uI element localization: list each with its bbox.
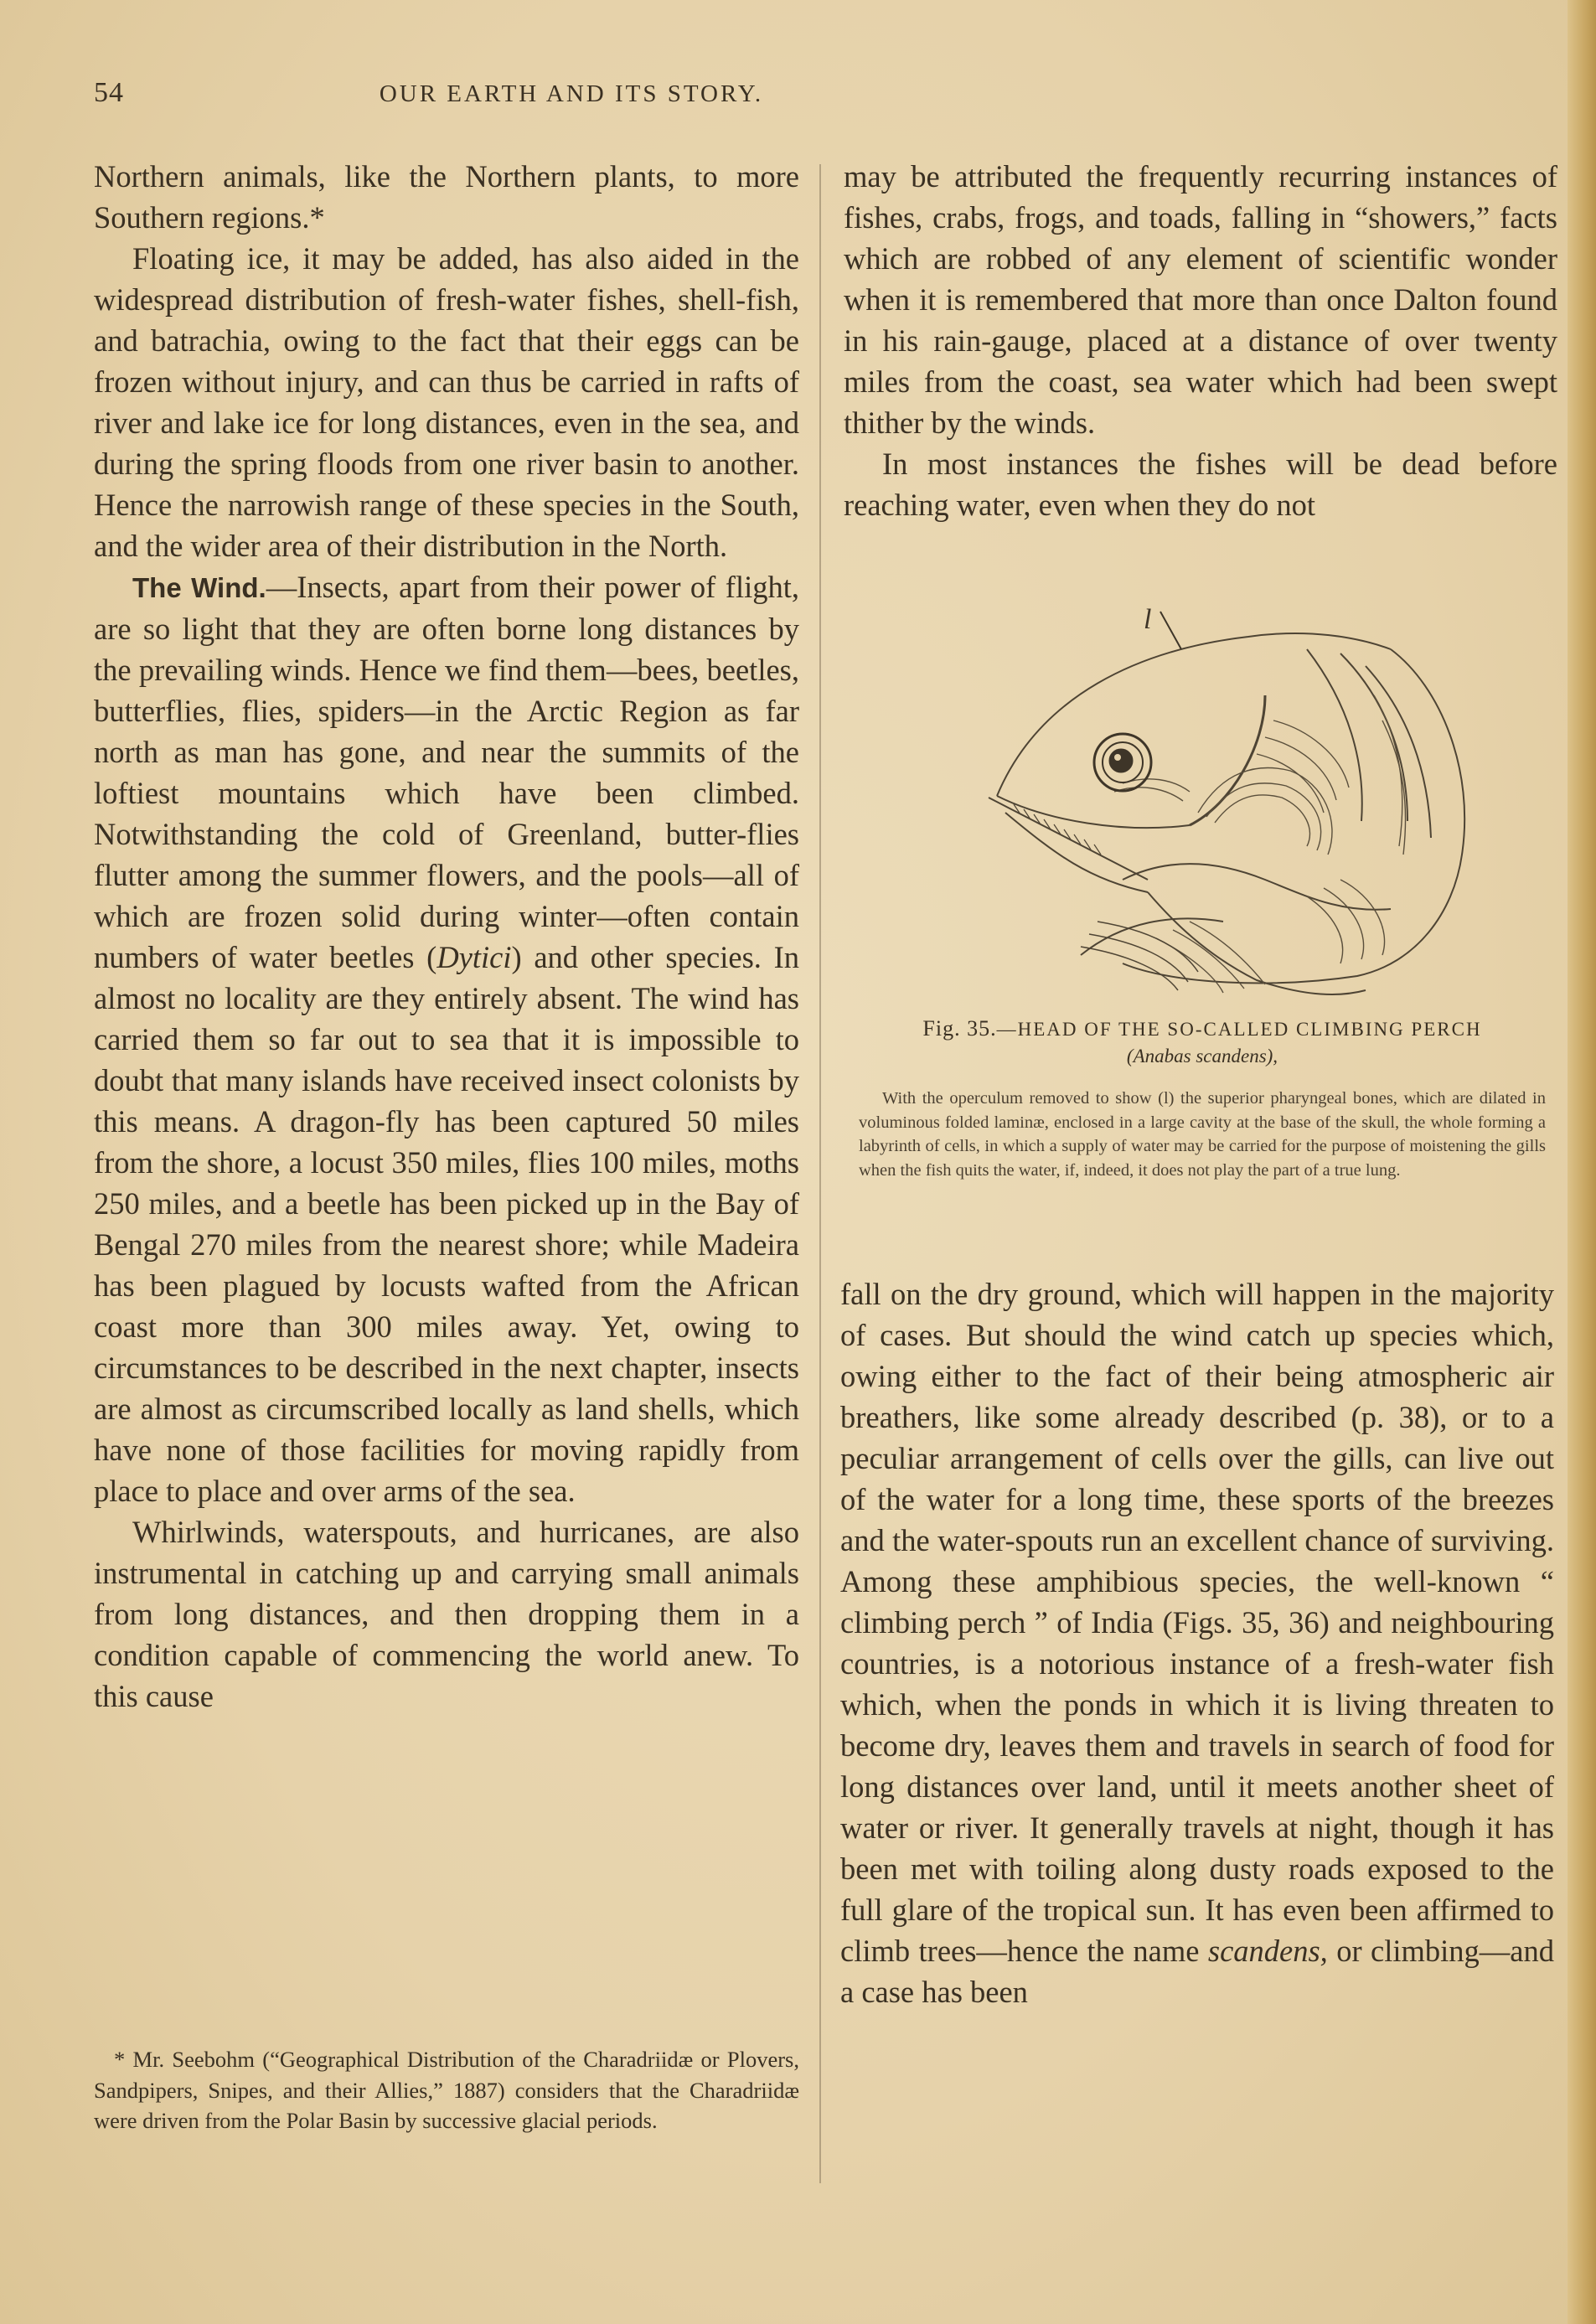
paragraph-text: ) and other species. In almost no locality are they entirely absent. The wind has carried them so far out to sea that it is impossible to doubt that many islands have received insect colonists by this means. A dragon-fly has been captured 50 miles from the shore, a locust 350 miles, flies 100 miles, moths 250 miles, and a beetle has been picked up in the Bay of Bengal 270 miles from the nearest shore; while Madeira has been plagued by locusts wafted from the African coast more than 300 miles away. Yet, owing to circumstances to be described in the next chapter, insects are almost as circumscribed locally as land shells, which have none of those facilities for moving rapidly from place to place and over arms of the sea. bbox=[94, 940, 799, 1508]
figure-title: —HEAD OF THE SO-CALLED CLIMBING PERCH bbox=[996, 1019, 1482, 1040]
figure-description: With the operculum removed to show (l) the superior pharyngeal bones, which are dilated in voluminous folded laminæ, enclosed in a large cavity at the base of the skull, the whole forming a labyrinth of cells, in which a supply of water may be carried for the purpose of moistening the gills when the fish quits the water, if, indeed, it does not play the part of a true lung. bbox=[859, 1089, 1546, 1180]
italic-term: scandens, bbox=[1207, 1934, 1328, 1968]
italic-term: Dytici bbox=[436, 940, 512, 974]
fish-head-illustration bbox=[871, 603, 1533, 1022]
paragraph: Floating ice, it may be added, has also aided in the widespread distribution of fresh-water fishes, shell-fish, and batrachia, owing to the fact that their eggs can be frozen without injury, and can thus be carried in rafts of river and lake ice for long distances, even in the sea, and during the spring floods from one river basin to another. Hence the narrowish range of these species in the South, and the wider area of their distribution in the North. bbox=[94, 241, 799, 563]
paragraph-text: or climbing—and a case has been bbox=[840, 1934, 1554, 2009]
paragraph: In most instances the fishes will be dead before reaching water, even when they do not bbox=[844, 447, 1557, 522]
running-title: OUR EARTH AND ITS STORY. bbox=[379, 80, 764, 107]
footnote bbox=[94, 2044, 799, 2136]
left-column bbox=[94, 156, 799, 1717]
footnote-text: * Mr. Seebohm (“Geographical Distribution of the Charadriidæ or Plovers, Sandpipers, Snipes, and their Allies,” 1887) considers that the Charadriidæ were driven from the Polar Basin by successive glacial periods. bbox=[94, 2047, 799, 2133]
paragraph: Northern animals, like the Northern plants, to more Southern regions.* bbox=[94, 159, 799, 235]
column-divider bbox=[819, 164, 821, 2183]
paragraph: may be attributed the frequently recurring instances of fishes, crabs, frogs, and toads, falling in “showers,” facts which are robbed of any element of scientific wonder when it is remembered that more than once Dalton found in his rain-gauge, placed at a distance of over twenty miles from the coast, sea water which had been swept thither by the winds. bbox=[844, 159, 1557, 440]
paragraph-text: fall on the dry ground, which will happen in the majority of cases. But should the wind catch up species which, owing either to the fact of their being atmospheric air breathers, like some already described (p. 38), or to a peculiar arrangement of cells over the gills, can live out of the water for a long time, these sports of the breezes and the water-spouts run an excellent chance of surviving. Among these amphibious species, the well-known “ climbing perch ” of India (Figs. 35, 36) and neighbouring countries, is a notorious instance of a fresh-water fish which, when the ponds in which it is living threaten to become dry, leaves them and travels in search of food for long distances over land, until it meets another sheet of water or river. It generally travels at night, though it has been met with toiling along dusty roads exposed to the full glare of the tropical sun. It has even been affirmed to climb trees—hence the name bbox=[840, 1277, 1554, 1968]
figure-caption bbox=[859, 1015, 1546, 1182]
page-header bbox=[94, 77, 1049, 119]
paragraph bbox=[840, 1273, 1554, 2012]
figure-marker-l: l bbox=[1144, 604, 1152, 635]
page-edge bbox=[1568, 0, 1596, 2324]
figure-species: (Anabas scandens), bbox=[1126, 1046, 1278, 1066]
right-column-bottom bbox=[840, 1273, 1554, 2012]
paragraph-text: —Insects, apart from their power of flight, are so light that they are often borne long distances by the prevailing winds. Hence we find them—bees, beetles, butterflies, flies, spiders—in the Arctic Region as far north as man has gone, and near the summits of the loftiest mountains which have been climbed. Notwithstanding the cold of Greenland, butter-flies flutter among the summer flowers, and the pools—all of which are frozen solid during winter—often contain numbers of water beetles ( bbox=[94, 570, 799, 974]
side-heading: The Wind. bbox=[132, 572, 266, 603]
caption-title bbox=[859, 1015, 1546, 1043]
paragraph: Whirlwinds, waterspouts, and hurricanes, are also instrumental in catching up and carrying small animals from long distances, and then dropping them in a condition capable of commencing the world anew. To this cause bbox=[94, 1515, 799, 1713]
figure-label: Fig. 35. bbox=[922, 1016, 997, 1041]
right-column-top bbox=[844, 156, 1557, 525]
page-number: 54 bbox=[94, 77, 124, 108]
climbing-perch-head-engraving bbox=[871, 603, 1533, 1022]
paragraph-the-wind bbox=[94, 566, 799, 1511]
